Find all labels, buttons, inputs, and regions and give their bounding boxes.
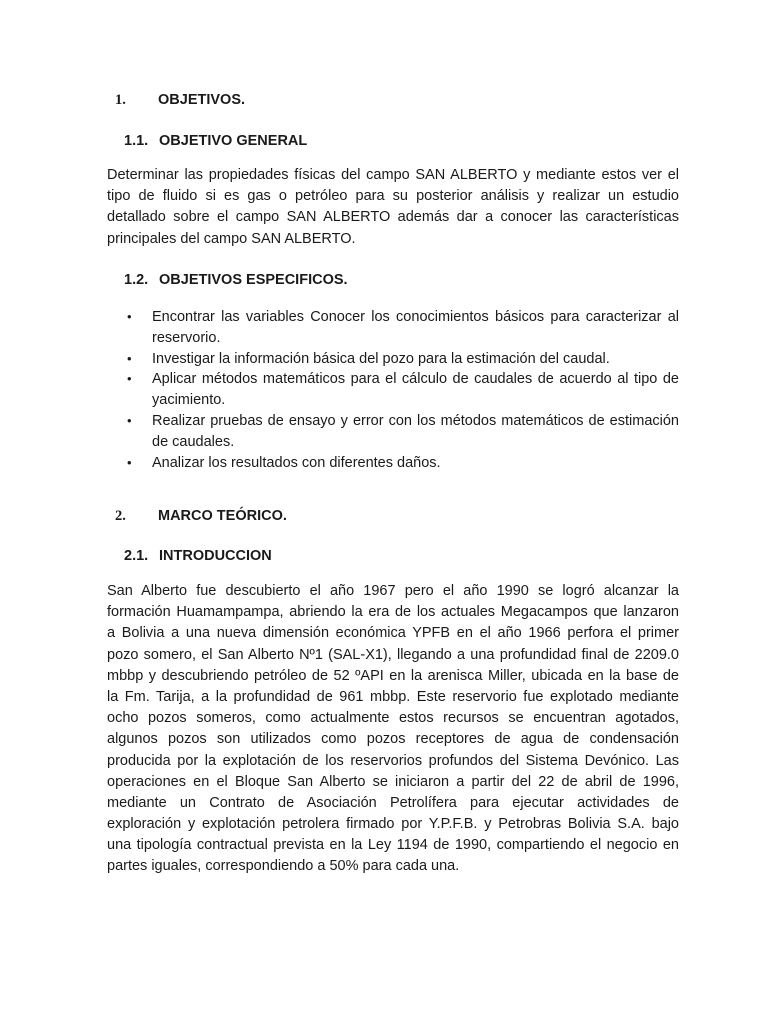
list-item: [107, 369, 679, 411]
section-number: 2.: [115, 508, 126, 524]
paragraph-line: algunos pozos son utilizados como pozos receptores de agua de condensación: [107, 731, 679, 748]
section-heading-objetivos: [107, 92, 245, 109]
list-item-text: Encontrar las variables Conocer los conocimientos básicos para caracterizar al reservorio.: [152, 309, 679, 346]
subsection-title: OBJETIVOS ESPECIFICOS.: [159, 272, 348, 288]
paragraph-line: a Bolivia a una nueva dimensión económica YPFB en el año 1966 perfora el primer: [107, 625, 679, 642]
section-title: OBJETIVOS.: [158, 92, 246, 108]
list-item: [107, 453, 679, 474]
subsection-number: 1.1.: [124, 133, 149, 149]
paragraph-line: tipo de fluido si es gas o petróleo para su posterior análisis y realizar un estudio: [107, 188, 679, 205]
section-title: MARCO TEÓRICO.: [158, 508, 287, 524]
paragraph-line: ocho pozos someros, como actualmente estos recursos se encuentran agotados,: [107, 710, 679, 727]
subsection-heading-objetivo-general: [124, 133, 307, 149]
bullet-icon: •: [127, 350, 132, 366]
list-item-text: Realizar pruebas de ensayo y error con los métodos matemáticos de estimación de caudales.: [152, 412, 679, 450]
list-item-text: Aplicar métodos matemáticos para el cálculo de caudales de acuerdo al tipo de yacimiento.: [152, 371, 679, 409]
paragraph-line: operaciones en el Bloque San Alberto se iniciaron a partir del 22 de abril de 1996,: [107, 773, 679, 790]
list-item: [107, 411, 679, 453]
paragraph-line: formación Huamampampa, abriendo la era de los actuales Megacampos que lanzaron: [107, 604, 679, 621]
paragraph-line: San Alberto fue descubierto el año 1967 pero el año 1990 se logró alcanzar la: [107, 583, 679, 599]
bullet-icon: •: [127, 454, 132, 470]
subsection-title: INTRODUCCION: [159, 548, 272, 564]
subsection-heading-objetivos-especificos: [124, 272, 348, 288]
bullet-icon: •: [127, 371, 132, 387]
list-item-text: Investigar la información básica del pozo para la estimación del caudal.: [152, 350, 610, 367]
paragraph-line: producida por la explotación de los reservorios profundos del Sistema Devónico. Las: [107, 752, 679, 769]
paragraph-line: mediante un Contrato de Asociación Petrolífera para ejecutar actividades de: [107, 794, 679, 811]
objetivos-especificos-list: [107, 307, 679, 473]
paragraph-line: la Fm. Tarija, a la profundidad de 961 mbbp. Este reservorio fue explotado mediante: [107, 688, 679, 705]
paragraph-line: exploración y explotación petrolera firmado por Y.P.F.B. y Petrobras Bolivia S.A. bajo: [107, 816, 679, 833]
introduccion-paragraph: [107, 581, 679, 878]
section-heading-marco-teorico: [107, 508, 287, 525]
subsection-title: OBJETIVO GENERAL: [159, 133, 308, 149]
list-item: [107, 349, 679, 370]
subsection-number: 2.1.: [124, 548, 149, 564]
paragraph-line: partes iguales, correspondiendo a 50% para cada una.: [107, 858, 460, 875]
objetivo-general-paragraph: [107, 165, 679, 250]
paragraph-line: detallado sobre el campo SAN ALBERTO además dar a conocer las características: [107, 209, 679, 226]
bullet-icon: •: [127, 412, 132, 428]
list-item: [107, 307, 679, 349]
list-item-text: Analizar los resultados con diferentes daños.: [152, 454, 441, 471]
paragraph-line: principales del campo SAN ALBERTO.: [107, 230, 356, 247]
subsection-number: 1.2.: [124, 272, 149, 288]
paragraph-line: una tipología contractual prevista en la Ley 1194 de 1990, compartiendo el negocio en: [107, 837, 679, 854]
paragraph-line: pozo somero, el San Alberto Nº1 (SAL-X1), llegando a una profundidad final de 2209.0: [107, 646, 679, 663]
subsection-heading-introduccion: [124, 548, 272, 564]
paragraph-line: Determinar las propiedades físicas del campo SAN ALBERTO y mediante estos ver el: [107, 167, 679, 183]
paragraph-line: mbbp y descubriendo petróleo de 52 ºAPI en la arenisca Miller, ubicada en la base de: [107, 667, 679, 684]
section-number: 1.: [115, 92, 126, 108]
bullet-icon: •: [127, 309, 132, 324]
